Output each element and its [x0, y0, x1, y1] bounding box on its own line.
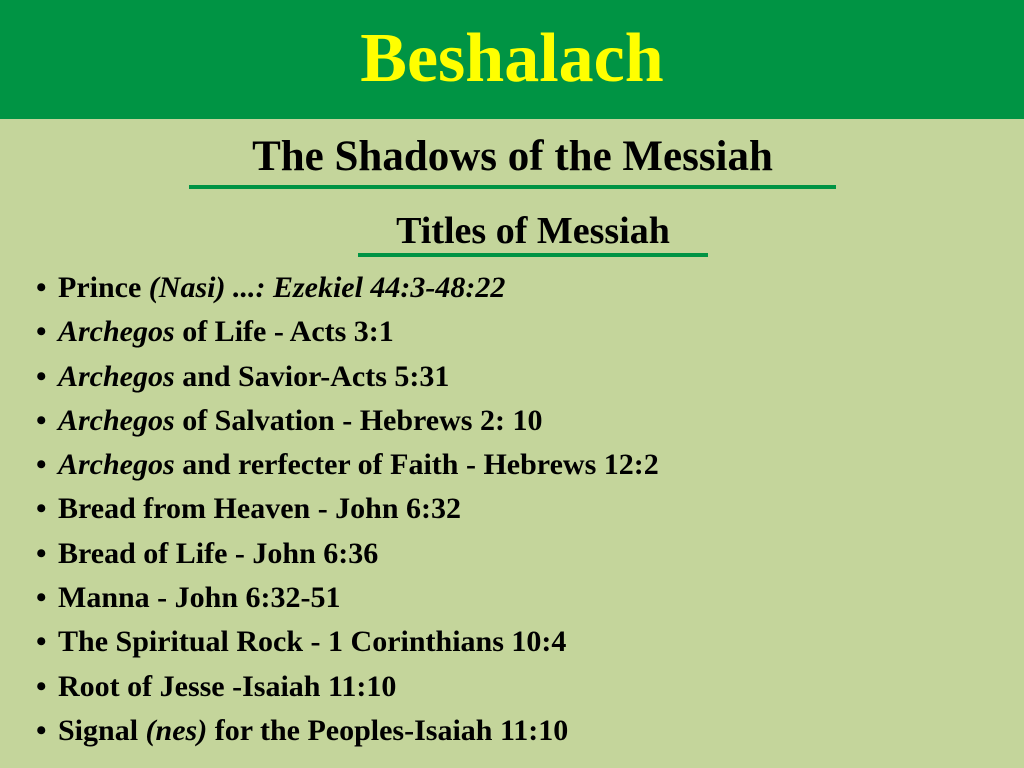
list-item-italic-text: Archegos	[58, 315, 175, 349]
slide-title: Beshalach	[360, 20, 664, 97]
bullet-icon: •	[36, 669, 47, 703]
bullet-icon: •	[36, 448, 47, 482]
bullet-icon: •	[36, 625, 47, 659]
titles-list	[36, 266, 659, 753]
list-item	[36, 266, 659, 310]
list-item-text: and Savior-Acts 5:31	[174, 359, 450, 393]
list-item-text: of Salvation - Hebrews 2: 10	[174, 403, 543, 437]
list-item-italic-text: (nes)	[145, 713, 208, 747]
list-item-text: for the Peoples-Isaiah 11:10	[207, 713, 569, 747]
list-item	[36, 709, 659, 753]
list-item-text: Signal	[58, 713, 146, 747]
bullet-icon: •	[36, 713, 47, 747]
subtitle-underline	[189, 185, 836, 189]
list-item-text: Root of Jesse -Isaiah 11:10	[58, 669, 397, 703]
list-item-text: Prince	[58, 271, 149, 304]
bullet-icon: •	[36, 271, 47, 304]
list-item-italic-text: Archegos	[58, 403, 175, 437]
bullet-icon: •	[36, 581, 47, 615]
list-item	[36, 620, 659, 664]
list-item-text: The Spiritual Rock - 1 Corinthians 10:4	[58, 625, 567, 659]
list-item	[36, 310, 659, 354]
bullet-icon: •	[36, 403, 47, 437]
list-item-italic-text: Archegos	[58, 448, 175, 482]
section-heading: Titles of Messiah	[396, 210, 670, 252]
slide-subtitle: The Shadows of the Messiah	[252, 133, 773, 180]
list-item-text: of Life - Acts 3:1	[174, 315, 394, 349]
section-heading-underline	[358, 253, 708, 257]
list-item-italic-text: Archegos	[58, 359, 175, 393]
list-item	[36, 443, 659, 487]
bullet-icon: •	[36, 536, 47, 570]
list-item	[36, 576, 659, 620]
list-item-text: Bread from Heaven - John 6:32	[58, 492, 462, 526]
list-item	[36, 355, 659, 399]
list-item-text: and rerfecter of Faith - Hebrews 12:2	[174, 448, 659, 482]
list-item	[36, 487, 659, 531]
bullet-icon: •	[36, 315, 47, 349]
list-item	[36, 399, 659, 443]
list-item-text: Manna - John 6:32-51	[58, 581, 341, 615]
list-item	[36, 665, 659, 709]
list-item-italic-text: (Nasi) ...: Ezekiel 44:3-48:22	[148, 271, 506, 304]
list-item-text: Bread of Life - John 6:36	[58, 536, 379, 570]
list-item	[36, 532, 659, 576]
bullet-icon: •	[36, 359, 47, 393]
bullet-icon: •	[36, 492, 47, 526]
